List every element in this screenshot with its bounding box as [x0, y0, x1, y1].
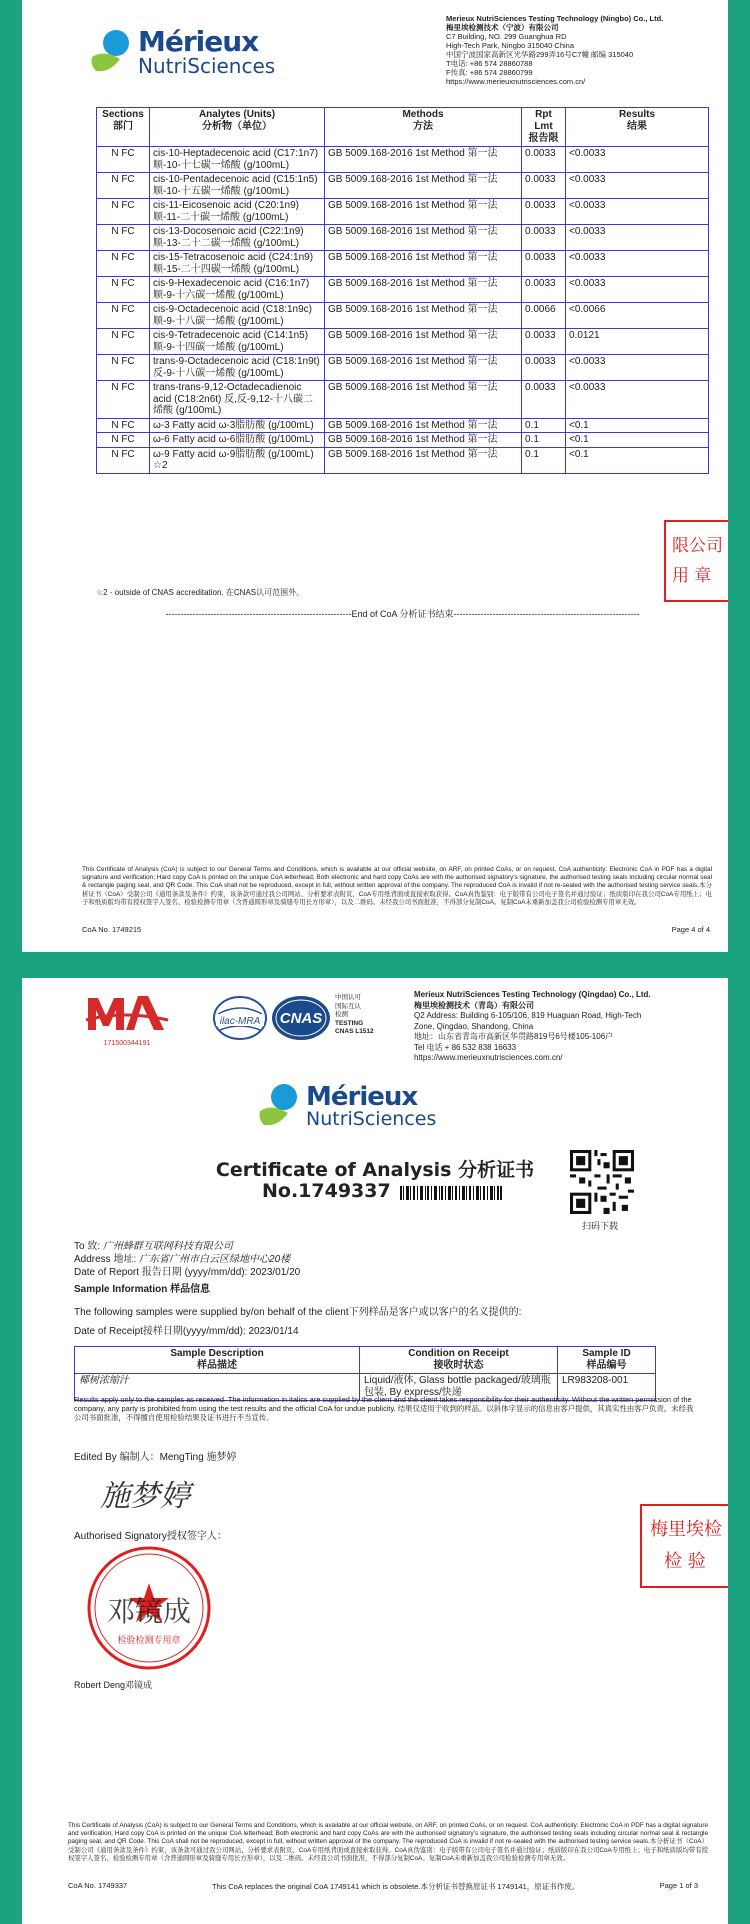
recipient-address: 广东省广州市白云区绿地中心20楼	[139, 1254, 291, 1265]
lab-tel: T电话: +86 574 28860788	[446, 59, 533, 68]
svg-text:ilac-MRA: ilac-MRA	[219, 1016, 261, 1027]
merieux-logo	[90, 25, 276, 78]
lab-fax: F传真: +86 574 28860799	[446, 68, 533, 77]
editor-signature-text: 施梦婷	[100, 1479, 190, 1514]
logo-line1: Mérieux	[306, 1081, 418, 1112]
barcode-icon	[400, 1186, 502, 1200]
ilac-mra-logo-icon	[212, 994, 268, 1042]
disclaimer-text: This Certificate of Analysis (CoA) is subject to our General Terms and Conditions, which is available at our official website, on ARF, on printed CoAs, or on request. CoA authenticity: Electronic CoA in PDF has a digital signature and verification; Hard copy CoA is printed on the unique CoA letterhead; Both electronic and hard copy CoAs are with the authorised signatory's signature, the authorised testing seals including circular normal seal & rectangle paging seal, and QR Code. This CoA shall not be reproduced, except in full, without written approval of the company. The reproduced CoA is invalid if not re-sealed with the authorised testing service seals.本分析证书（CoA）受制公司《通用条款及条件》约束，该条款可通过我公司网站、分析要求表附页、CoA专用纸背面或直接索取获得。CoA真伪鉴别：电子版带有公司电子签名并通过验证；纸质版印在我公司CoA专用纸上；电子和纸质版均带有授权签字人签名、检验检测专用章（含普通圆形章及骑缝专用长方形章），以及二维码。未经我公司书面批准，不得部分复制CoA。复制CoA未重新加盖我公司检验检测专用章无效。	[82, 866, 712, 906]
sample-condition: Liquid/液体, Glass bottle packaged/玻璃瓶包装, By express/快递	[360, 1374, 558, 1401]
header-condition: Condition on Receipt 接收时状态	[360, 1347, 558, 1374]
table-row: N FC ω-9 Fatty acid ω-9脂肪酸 (g/100mL) ☆2 GB 5009.168-2016 1st Method 第一法 0.1 <0.1	[97, 447, 709, 473]
certificate-title: Certificate of Analysis 分析证书	[215, 1159, 535, 1181]
testing-seal-stamp	[84, 1543, 214, 1673]
coa-page-4	[22, 0, 728, 952]
svg-text:CNAS: CNAS	[279, 1010, 323, 1027]
lab-name: Merieux NutriSciences Testing Technology (Qingdao) Co., Ltd.	[414, 990, 651, 999]
lab-addr1: C7 Building, NO. 299 Guanghua RD	[446, 32, 567, 41]
merieux-logo-icon	[90, 29, 134, 75]
signer-name: Robert Deng邓镜成	[74, 1680, 153, 1690]
table-row: N FC cis-9-Tetradecenoic acid (C14:1n5) 顺-9-十四碳一烯酸 (g/100mL) GB 5009.168-2016 1st Method 第一法 0.0033 0.0121	[97, 329, 709, 355]
table-row: N FC cis-10-Heptadecenoic acid (C17:1n7) 顺-10-十七碳一烯酸 (g/100mL) GB 5009.168-2016 1st Method 第一法 0.0033 <0.0033	[97, 147, 709, 173]
replacement-note: This CoA replaces the original CoA 1749141 which is obsolete.本分析证书替换原证书 1749141，原证书作废。	[212, 1882, 580, 1891]
cnas-logo-icon	[270, 994, 332, 1042]
end-of-coa-text: End of CoA 分析证书结束	[351, 609, 454, 619]
logo-line2: NutriSciences	[306, 1107, 437, 1130]
table-row: N FC trans-9-Octadecenoic acid (C18:1n9t) 反-9-十八碳一烯酸 (g/100mL) GB 5009.168-2016 1st Method 第一法 0.0033 <0.0033	[97, 355, 709, 381]
page-number: Page 1 of 3	[659, 1881, 698, 1890]
table-row: N FC cis-9-Octadecenoic acid (C18:1n9c) 顺-9-十八碳一烯酸 (g/100mL) GB 5009.168-2016 1st Method 第一法 0.0066 <0.0066	[97, 303, 709, 329]
qr-code-icon[interactable]	[570, 1150, 634, 1214]
edited-by: Edited By 编制人：MengTing 施梦婷	[74, 1452, 237, 1463]
lab-web: https://www.merieuxnutrisciences.com.cn/	[446, 77, 586, 86]
disclaimer-text: This Certificate of Analysis (CoA) is subject to our General Terms and Conditions, which is available at our official website, on ARF, on printed CoAs, or on request. CoA authenticity: Electronic CoA in PDF has a digital signature and verification; Hard copy CoA is printed on the unique CoA letterhead; Both electronic and hard copy CoAs are with the authorised signatory's signature, the authorised testing seals including circular normal seal & rectangle paging seal, and QR Code. This CoA shall not be reproduced, except in full, without written approval of the company. The reproduced CoA is invalid if not re-sealed with the authorised testing service seals.本分析证书（CoA）受制公司《通用条款及条件》约束，该条款可通过我公司网站、分析要求表附页、CoA专用纸背面或直接索取获得。CoA真伪鉴别：电子版带有公司电子签名并通过验证；纸质版印在我公司CoA专用纸上；电子和纸质版均带有授权签字人签名、检验检测专用章（含普通圆形章及骑缝专用长方形章），以及二维码。未经我公司书面批准，不得部分复制CoA。复制CoA未重新加盖我公司检验检测专用章无效。	[68, 1822, 708, 1862]
sample-info-title: Sample Information 样品信息	[74, 1284, 211, 1295]
sample-table	[74, 1346, 656, 1401]
cma-logo	[84, 990, 170, 1050]
sample-id: LR983208-001	[558, 1374, 656, 1401]
lab-addr3: 地址：山东省青岛市高新区华贯路819号6号楼105-106户	[414, 1032, 614, 1041]
page-number: Page 4 of 4	[671, 925, 710, 934]
table-row: N FC cis-13-Docosenoic acid (C22:1n9) 顺-13-二十二碳一烯酸 (g/100mL) GB 5009.168-2016 1st Method 第一法 0.0033 <0.0033	[97, 225, 709, 251]
header-methods: Methods 方法	[325, 108, 522, 147]
coa-number: CoA No. 1749337	[68, 1881, 128, 1890]
cma-number: 171500344191	[103, 1040, 151, 1047]
supplied-statement: The following samples were supplied by/on behalf of the client下列样品是客户或以客户的名义提供的:	[74, 1307, 522, 1318]
results-table	[96, 107, 709, 474]
seal-signature-text: 邓镜成	[106, 1595, 192, 1628]
recipient-name: 广州蜂群互联网科技有限公司	[102, 1241, 233, 1252]
merieux-logo	[258, 1083, 436, 1129]
lab-address-block	[446, 14, 663, 86]
table-row: N FC ω-3 Fatty acid ω-3脂肪酸 (g/100mL) GB 5009.168-2016 1st Method 第一法 0.1 <0.1	[97, 418, 709, 433]
header-analytes: Analytes (Units) 分析物（单位）	[150, 108, 325, 147]
authorised-signatory-label: Authorised Signatory授权签字人：	[74, 1531, 227, 1542]
report-date: Date of Report 报告日期 (yyyy/mm/dd): 2023/01/20	[74, 1267, 301, 1278]
lab-tel: Tel 电话 + 86 532 838 16633	[414, 1042, 517, 1052]
table-row: N FC cis-11-Eicosenoic acid (C20:1n9) 顺-11-二十碳一烯酸 (g/100mL) GB 5009.168-2016 1st Method 第一法 0.0033 <0.0033	[97, 199, 709, 225]
coa-page-1	[22, 978, 728, 1924]
address-line: Address 地址: 广东省广州市白云区绿地中心20楼	[74, 1254, 291, 1265]
qr-download-label: 扫码下载	[582, 1222, 619, 1232]
header-rpt-lmt: Rpt Lmt 报告限	[522, 108, 566, 147]
lab-name-cn: 梅里埃检测技术（宁波）有限公司	[446, 23, 559, 32]
table-row: N FC cis-9-Hexadecenoic acid (C16:1n7) 顺-9-十六碳一烯酸 (g/100mL) GB 5009.168-2016 1st Method 第一法 0.0033 <0.0033	[97, 277, 709, 303]
editor-signature	[94, 1468, 204, 1518]
lab-addr1: Q2 Address: Building 6-105/106, 819 Huaguan Road, High-Tech	[414, 1011, 642, 1020]
header-sample-id: Sample ID 样品编号	[558, 1347, 656, 1374]
results-header-row	[97, 108, 709, 147]
cnas-note: ☆2 - outside of CNAS accreditation. 在CNAS认可范围外。	[96, 588, 305, 597]
logo-line2: NutriSciences	[138, 54, 276, 78]
table-row: N FC ω-6 Fatty acid ω-6脂肪酸 (g/100mL) GB 5009.168-2016 1st Method 第一法 0.1 <0.1	[97, 433, 709, 448]
table-row: N FC cis-15-Tetracosenoic acid (C24:1n9) 顺-15-二十四碳一烯酸 (g/100mL) GB 5009.168-2016 1st Method 第一法 0.0033 <0.0033	[97, 251, 709, 277]
seal-bottom-text: 检验检测专用章	[117, 1636, 181, 1646]
lab-name-cn: 梅里埃检测技术（青岛）有限公司	[414, 1000, 534, 1010]
paging-seal-stamp: 限公司 用 章	[664, 520, 728, 602]
merieux-logo-icon	[258, 1083, 302, 1129]
paging-seal-stamp: 梅里埃检 检 验	[640, 1504, 728, 1588]
lab-address-block	[414, 990, 651, 1064]
lab-addr3: 中国宁波国家高新区光华路299弄16号C7幢 邮编 315040	[446, 50, 634, 59]
lab-web: https://www.merieuxnutrisciences.com.cn/	[414, 1053, 563, 1062]
sample-header-row	[75, 1347, 656, 1374]
table-row: N FC trans-trans-9,12-Octadecadienoic acid (C18:2n6t) 反,反-9,12-十八碳二烯酸 (g/100mL) GB 5009.168-2016 1st Method 第一法 0.0033 <0.0033	[97, 381, 709, 419]
recipient-line: To 致: 广州蜂群互联网科技有限公司	[74, 1241, 233, 1252]
lab-addr2: Zone, Qingdao, Shandong, China	[414, 1021, 534, 1031]
lab-addr2: High-Tech Park, Ningbo 315040 China	[446, 41, 574, 50]
header-results: Results 结果	[566, 108, 709, 147]
table-row: N FC cis-10-Pentadecenoic acid (C15:1n5) 顺-10-十五碳一烯酸 (g/100mL) GB 5009.168-2016 1st Method 第一法 0.0033 <0.0033	[97, 173, 709, 199]
sample-description: 椰树浓缩汁	[75, 1374, 360, 1401]
results-disclaimer: Results apply only to the samples as received. The information in italics are supplied by the client and the client takes responsibility for their authenticity. Without the written permission of the company, any party is prohibited from using the test results and the official CoA for undue publicity. 结果仅适用于收到的样品。以斜体字显示的信息由客户提供，其真实性由客户负责。未经我公司书面批准，不得擅自使用检验结果及证书进行不当宣传。	[74, 1395, 694, 1422]
header-sample-description: Sample Description 样品描述	[75, 1347, 360, 1374]
logo-line1: Mérieux	[138, 25, 259, 58]
certificate-number: No.1749337	[262, 1180, 391, 1202]
coa-number: CoA No. 1749215	[82, 925, 142, 934]
receipt-date: Date of Receipt接样日期(yyyy/mm/dd): 2023/01/14	[74, 1326, 299, 1337]
end-of-coa-line: --------------------------------------------------------------End of CoA 分析证书结束--------------------------------------------------------------	[165, 609, 640, 619]
header-sections: Sections 部门	[97, 108, 150, 147]
accreditation-text: 中国认可 国际互认 检测 TESTING CNAS L1512	[335, 994, 374, 1035]
cma-mark-icon	[84, 990, 170, 1036]
lab-name: Merieux NutriSciences Testing Technology (Ningbo) Co., Ltd.	[446, 14, 664, 23]
